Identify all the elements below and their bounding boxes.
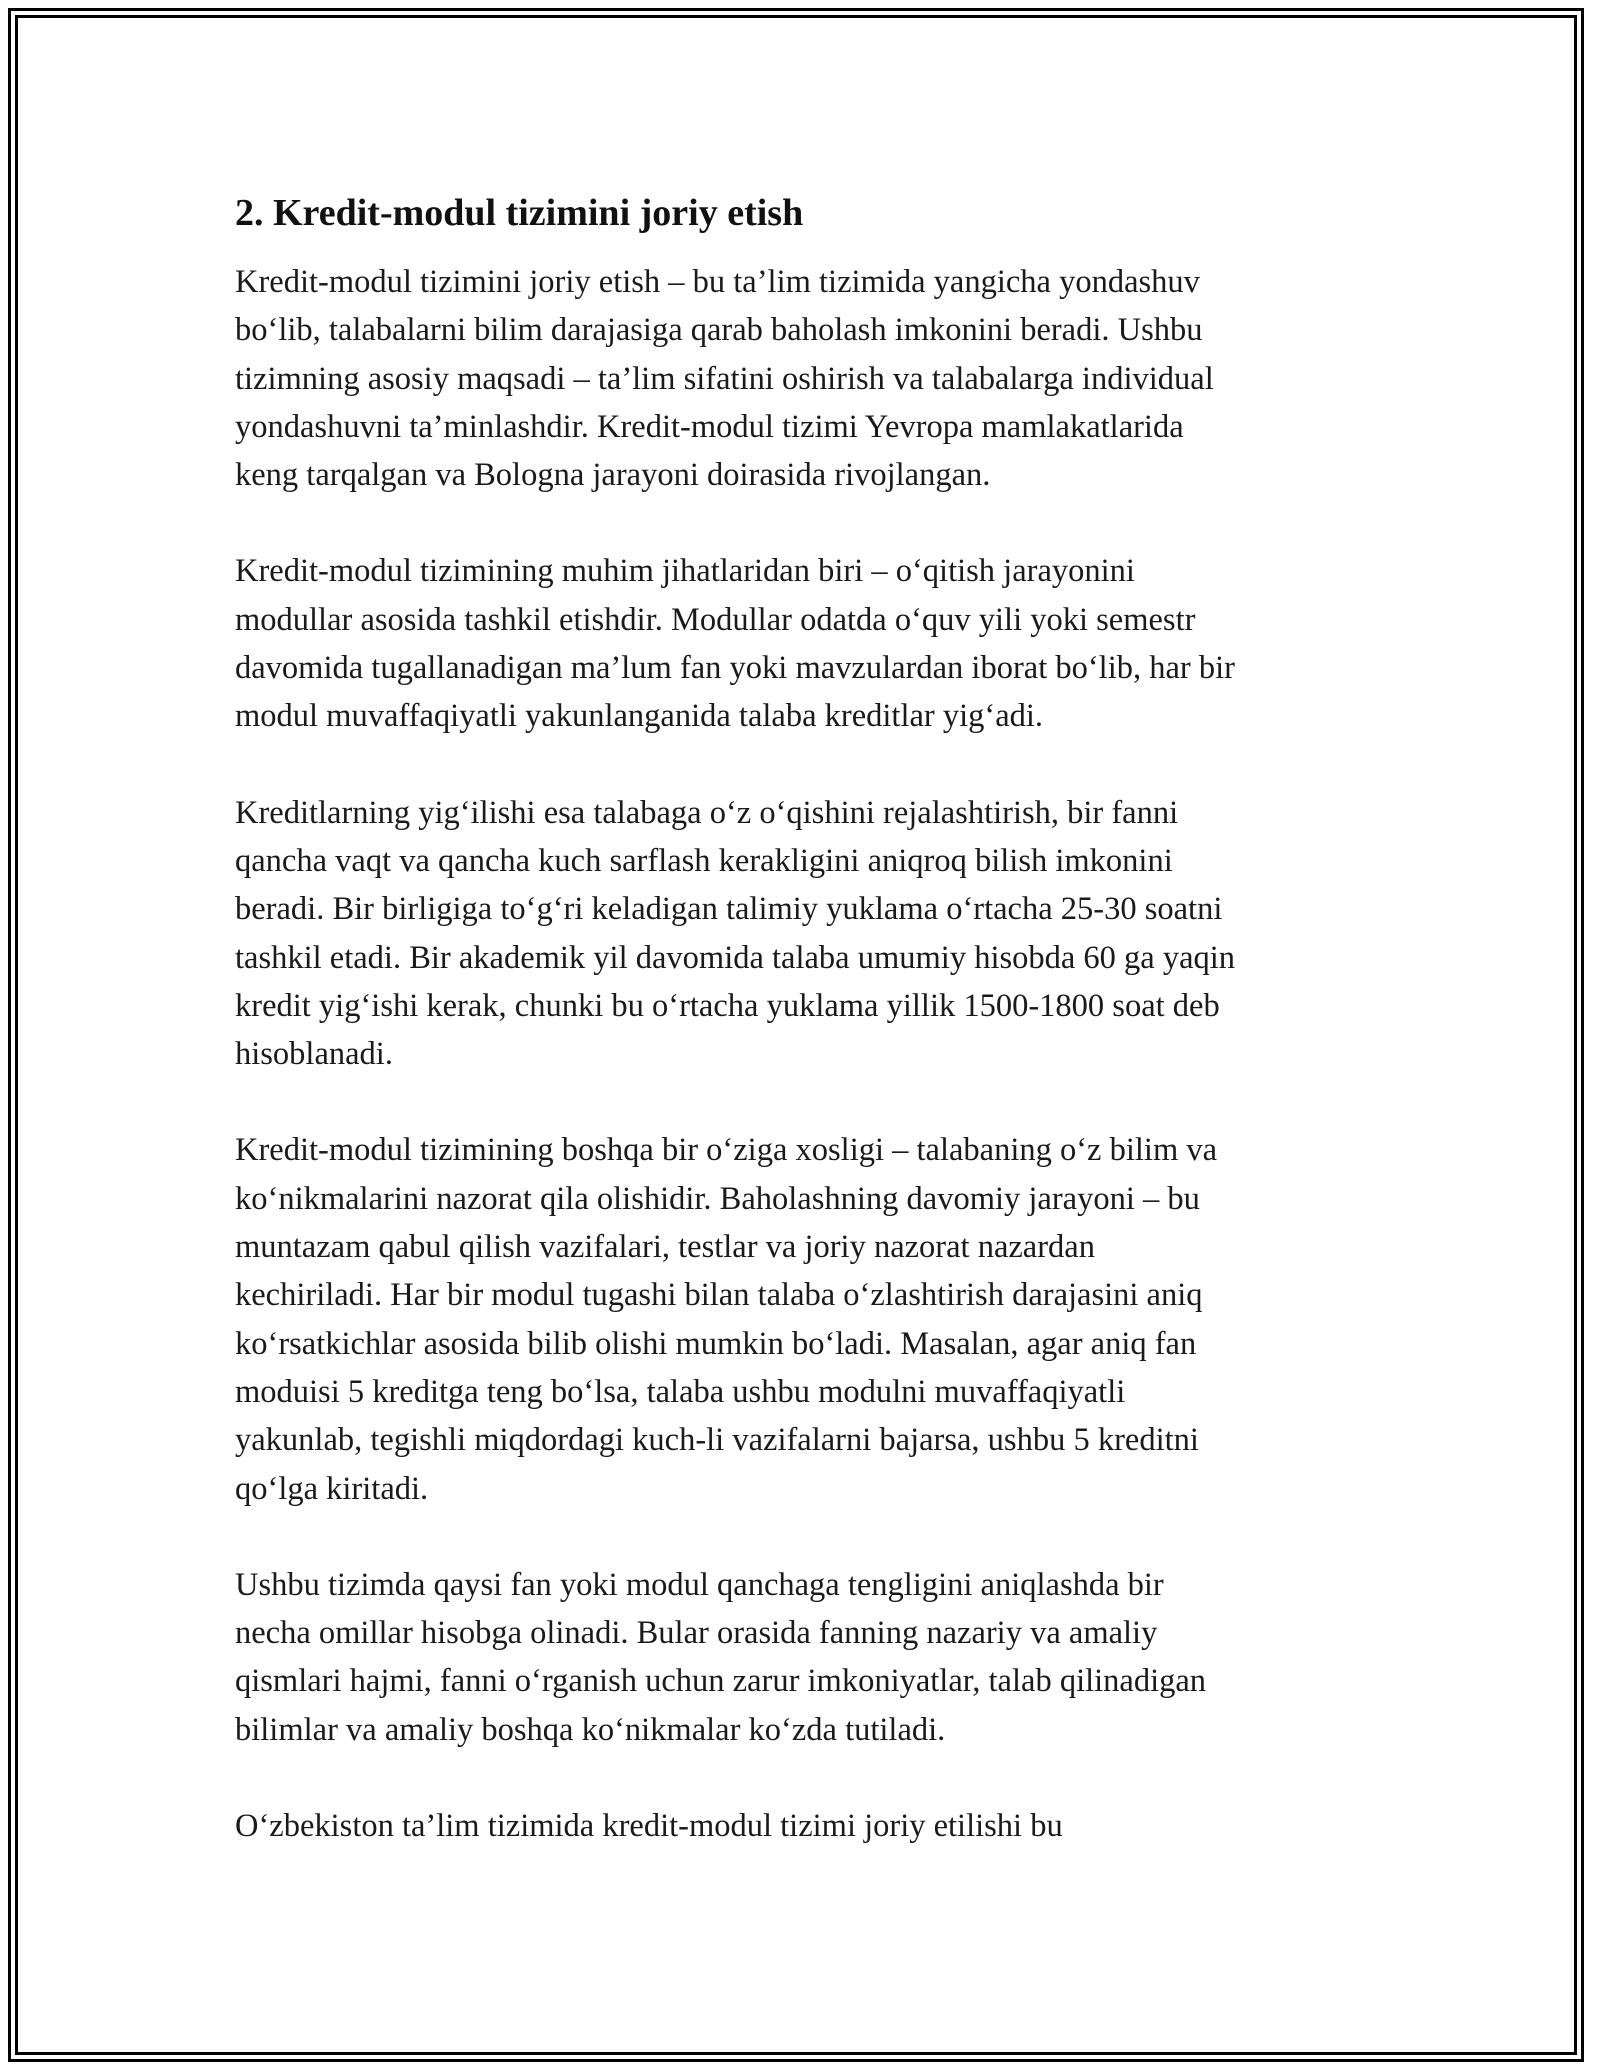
paragraph-2 [235, 547, 1370, 740]
text-line: bilimlar va amaliy boshqa ko‘nikmalar ko‘zda tutiladi. [235, 1711, 946, 1748]
text-line: modullar asosida tashkil etishdir. Modullar odatda o‘quv yili yoki semestr [235, 601, 1196, 638]
text-line: tizimning asosiy maqsadi – ta’lim sifatini oshirish va talabalarga individual [235, 360, 1214, 397]
paragraph-3 [235, 789, 1370, 1079]
text-line: qo‘lga kiritadi. [235, 1470, 429, 1507]
section-heading: 2. Kredit-modul tizimini joriy etish [235, 192, 804, 234]
text-line: ko‘nikmalarini nazorat qila olishidir. Baholashning davomiy jarayoni – bu [235, 1180, 1200, 1217]
text-line: Kredit-modul tizimining muhim jihatlaridan biri – o‘qitish jarayonini [235, 553, 1135, 590]
document-body [235, 188, 1370, 1898]
text-line: necha omillar hisobga olinadi. Bular orasida fanning nazariy va amaliy [235, 1615, 1158, 1652]
text-line: keng tarqalgan va Bologna jarayoni doirasida rivojlangan. [235, 457, 991, 494]
text-line: tashkil etadi. Bir akademik yil davomida talaba umumiy hisobda 60 ga yaqin [235, 939, 1236, 976]
text-line: ko‘rsatkichlar asosida bilib olishi mumkin bo‘ladi. Masalan, agar aniq fan [235, 1325, 1197, 1362]
text-line: davomida tugallanadigan ma’lum fan yoki mavzulardan iborat bo‘lib, har bir [235, 650, 1235, 687]
text-line: muntazam qabul qilish vazifalari, testlar va joriy nazorat nazardan [235, 1229, 1095, 1266]
text-line: O‘zbekiston ta’lim tizimida kredit-modul tizimi joriy etilishi bu [235, 1808, 1063, 1845]
text-line: Kreditlarning yig‘ilishi esa talabaga o‘z o‘qishini rejalashtirish, bir fanni [235, 794, 1179, 831]
text-line: kredit yig‘ishi kerak, chunki bu o‘rtacha yuklama yillik 1500-1800 soat deb [235, 987, 1220, 1024]
text-line: Kredit-modul tizimining boshqa bir o‘ziga xosligi – talabaning o‘z bilim va [235, 1132, 1218, 1169]
text-line: yondashuvni ta’minlashdir. Kredit-modul tizimi Yevropa mamlakatlarida [235, 408, 1184, 445]
text-line: qismlari hajmi, fanni o‘rganish uchun zarur imkoniyatlar, talab qilinadigan [235, 1663, 1207, 1700]
text-line: Kredit-modul tizimini joriy etish – bu ta’lim tizimida yangicha yondashuv [235, 264, 1200, 300]
text-line: qancha vaqt va qancha kuch sarflash kerakligini aniqroq bilish imkonini [235, 842, 1173, 879]
text-line: yakunlab, tegishli miqdordagi kuch-li vazifalarni bajarsa, ushbu 5 kreditni [235, 1422, 1199, 1459]
text-line: bo‘lib, talabalarni bilim darajasiga qarab baholash imkonini beradi. Ushbu [235, 312, 1203, 349]
text-line: kechiriladi. Har bir modul tugashi bilan talaba o‘zlashtirish darajasini aniq [235, 1277, 1203, 1314]
text-line: modul muvaffaqiyatli yakunlanganida talaba kreditlar yig‘adi. [235, 698, 1044, 735]
paragraph-1 [235, 258, 1370, 499]
paragraph-5 [235, 1561, 1370, 1754]
paragraph-4 [235, 1126, 1370, 1512]
text-line: hisoblanadi. [235, 1036, 393, 1073]
paragraph-6 [235, 1802, 1370, 1850]
text-line: moduisi 5 kreditga teng bo‘lsa, talaba ushbu modulni muvaffaqiyatli [235, 1373, 1126, 1410]
text-line: Ushbu tizimda qaysi fan yoki modul qanchaga tengligini aniqlashda bir [235, 1566, 1164, 1603]
text-line: beradi. Bir birligiga to‘g‘ri keladigan talimiy yuklama o‘rtacha 25-30 soatni [235, 891, 1223, 928]
